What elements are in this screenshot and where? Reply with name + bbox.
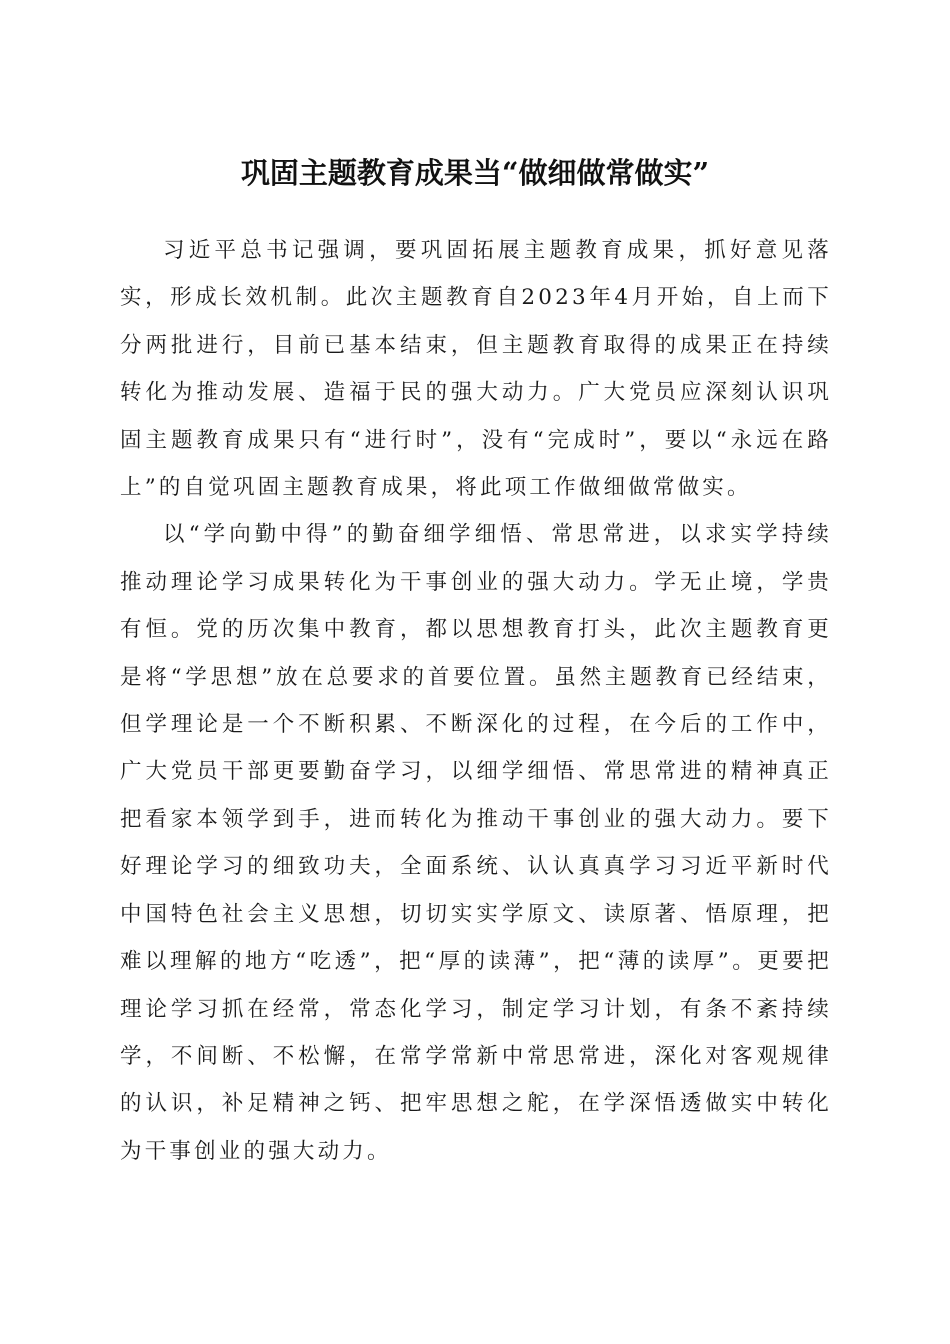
- document-body: [120, 227, 832, 1175]
- paragraph-1: 习近平总书记强调，要巩固拓展主题教育成果，抓好意见落实，形成长效机制。此次主题教育自2023年4月开始，自上而下分两批进行，目前已基本结束，但主题教育取得的成果正在持续转化为推动发展、造福于民的强大动力。广大党员应深刻认识巩固主题教育成果只有“进行时”，没有“完成时”，要以“永远在路上”的自觉巩固主题教育成果，将此项工作做细做常做实。: [120, 238, 832, 501]
- paragraph-2: 以“学向勤中得”的勤奋细学细悟、常思常进，以求实学持续推动理论学习成果转化为干事创业的强大动力。学无止境，学贵有恒。党的历次集中教育，都以思想教育打头，此次主题教育更是将“学思想”放在总要求的首要位置。虽然主题教育已经结束，但学理论是一个不断积累、不断深化的过程，在今后的工作中，广大党员干部更要勤奋学习，以细学细悟、常思常进的精神真正把看家本领学到手，进而转化为推动干事创业的强大动力。要下好理论学习的细致功夫，全面系统、认认真真学习习近平新时代中国特色社会主义思想，切切实实学原文、读原著、悟原理，把难以理解的地方“吃透”，把“厚的读薄”，把“薄的读厚”。更要把理论学习抓在经常，常态化学习，制定学习计划，有条不紊持续学，不间断、不松懈，在常学常新中常思常进，深化对客观规律的认识，补足精神之钙、把牢思想之舵，在学深悟透做实中转化为干事创业的强大动力。: [120, 522, 832, 1164]
- document-title: 巩固主题教育成果当“做细做常做实”: [240, 156, 710, 191]
